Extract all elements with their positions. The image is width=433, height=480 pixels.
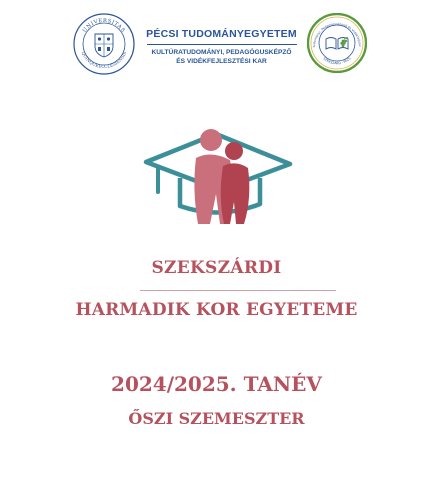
svg-text:SZEKSZÁRD · PÉCS: SZEKSZÁRD · PÉCS [322,56,352,66]
faculty-name-line-2: ÉS VIDÉKFEJLESZTÉSI KAR [176,58,267,65]
title-divider [140,290,336,291]
svg-text:QUINQUEECCLESIENSIS: QUINQUEECCLESIENSIS [79,51,129,71]
academic-year: 2024/2025. TANÉV [111,372,322,396]
title-line-2: HARMADIK KOR EGYETEME [75,300,358,320]
header [0,8,433,78]
faculty-name-line-1: KULTÚRATUDOMÁNYI, PEDAGÓGUSKÉPZŐ [151,49,292,56]
university-divider [147,44,297,45]
graduation-cap-figures-emblem [138,120,298,232]
university-text-block [140,28,303,66]
university-seal-logo [73,13,135,75]
svg-text:Kultúratudományi, Pedagóguskép: tudományi, Pedagógusképző és Vidékfejlesz [311,21,363,48]
university-name: PÉCSI TUDOMÁNYEGYETEM [146,28,297,40]
semester: ŐSZI SZEMESZTER [128,409,305,428]
title-line-1: SZEKSZÁRDI [151,258,282,278]
svg-text:UNIVERSITAS: UNIVERSITAS [81,17,127,34]
faculty-seal-logo [307,13,367,73]
